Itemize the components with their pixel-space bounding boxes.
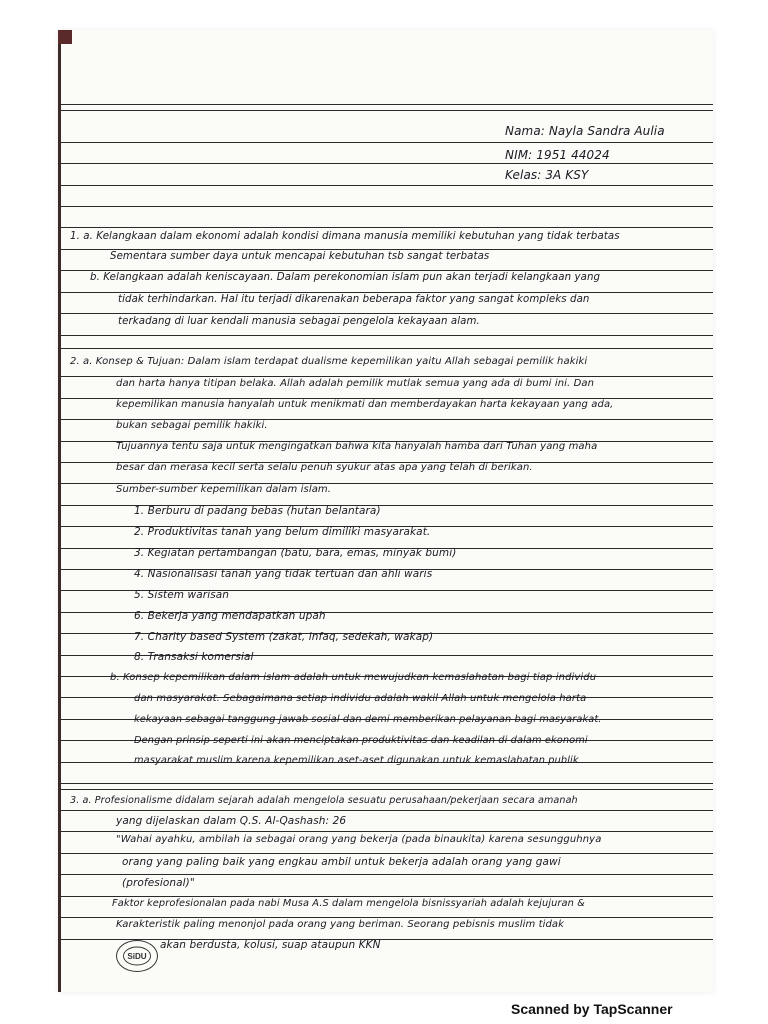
q1b-line-3: terkadang di luar kendali manusia sebagai pengelola kekayaan alam. xyxy=(118,316,480,327)
sidu-logo-icon xyxy=(119,943,155,969)
sidu-logo-text: SiDU xyxy=(127,952,147,962)
q3a-line-8: akan berdusta, kolusi, suap ataupun KKN xyxy=(160,939,381,951)
source-item-8: 8. Transaksi komersial xyxy=(134,651,254,663)
q2b-line-1: b. Konsep kepemilikan dalam islam adalah untuk mewujudkan kemaslahatan bagi tiap individu xyxy=(110,672,597,683)
q2a-line-7: Sumber-sumber kepemilikan dalam islam. xyxy=(116,484,332,495)
q2a-line-2: dan harta hanya titipan belaka. Allah adalah pemilik mutlak semua yang ada di bumi ini. Dan xyxy=(116,378,595,389)
source-item-7: 7. Charity based System (zakat, infaq, sedekah, wakap) xyxy=(134,631,434,643)
q2a-line-4: bukan sebagai pemilik hakiki. xyxy=(116,420,268,431)
sidu-logo-stamp xyxy=(116,940,158,972)
q2a-line-1: 2. a. Konsep & Tujuan: Dalam islam terdapat dualisme kepemilikan yaitu Allah sebagai pemilik hakiki xyxy=(70,356,588,367)
source-item-1: 1. Berburu di padang bebas (hutan belantara) xyxy=(134,505,381,517)
q3a-line-5: (profesional)" xyxy=(122,877,195,889)
q2a-line-5: Tujuannya tentu saja untuk mengingatkan bahwa kita hanyalah hamba dari Tuhan yang maha xyxy=(116,441,598,452)
name-line: Nama: Nayla Sandra Aulia xyxy=(505,124,665,138)
scanner-watermark: Scanned by TapScanner xyxy=(511,1001,673,1017)
source-item-5: 5. Sistem warisan xyxy=(134,589,230,601)
q2b-line-2: dan masyarakat. Sebagaimana setiap individu adalah wakil Allah untuk mengelola harta xyxy=(134,693,587,704)
q2b-line-5: masyarakat muslim karena kepemilikan aset-aset digunakan untuk kemaslahatan publik xyxy=(134,755,579,766)
source-item-2: 2. Produktivitas tanah yang belum dimiliki masyarakat. xyxy=(134,526,431,538)
q1b-line-1: b. Kelangkaan adalah keniscayaan. Dalam perekonomian islam pun akan terjadi kelangkaan yang xyxy=(90,272,601,283)
q2a-line-3: kepemilikan manusia hanyalah untuk menikmati dan memberdayakan harta kekayaan yang ada, xyxy=(116,399,614,410)
source-item-4: 4. Nasionalisasi tanah yang tidak tertuan dan ahli waris xyxy=(134,568,433,580)
q1a-line-2: Sementara sumber daya untuk mencapai kebutuhan tsb sangat terbatas xyxy=(110,251,490,262)
q3a-line-3: "Wahai ayahku, ambilah ia sebagai orang yang bekerja (pada binaukita) karena sesungguhnya xyxy=(116,834,602,845)
nim-line: NIM: 1951 44024 xyxy=(505,148,610,162)
q3a-line-4: orang yang paling baik yang engkau ambil untuk bekerja adalah orang yang gawi xyxy=(122,856,561,868)
q3a-line-1: 3. a. Profesionalisme didalam sejarah adalah mengelola sesuatu perusahaan/pekerjaan secara amanah xyxy=(70,795,578,806)
q2b-line-3: kekayaan sebagai tanggung jawab sosial dan demi memberikan pelayanan bagi masyarakat. xyxy=(134,714,602,725)
source-item-3: 3. Kegiatan pertambangan (batu, bara, emas, minyak bumi) xyxy=(134,547,457,559)
class-line: Kelas: 3A KSY xyxy=(505,168,589,182)
q3a-line-7: Karakteristik paling menonjol pada orang yang beriman. Seorang pebisnis muslim tidak xyxy=(116,919,565,930)
q1b-line-2: tidak terhindarkan. Hal itu terjadi dikarenakan beberapa faktor yang sangat kompleks dan xyxy=(118,294,590,305)
q3a-line-2: yang dijelaskan dalam Q.S. Al-Qashash: 26 xyxy=(116,815,347,827)
q3a-line-6: Faktor keprofesionalan pada nabi Musa A.S dalam mengelola bisnissyariah adalah kejujuran & xyxy=(112,898,585,909)
source-item-6: 6. Bekerja yang mendapatkan upah xyxy=(134,610,326,622)
q2a-line-6: besar dan merasa kecil serta selalu penuh syukur atas apa yang telah di berikan. xyxy=(116,462,533,473)
q1a-line-1: 1. a. Kelangkaan dalam ekonomi adalah kondisi dimana manusia memiliki kebutuhan yang tidak terbatas xyxy=(70,231,620,242)
q2b-line-4: Dengan prinsip seperti ini akan menciptakan produktivitas dan keadilan di dalam ekonomi xyxy=(134,735,588,746)
